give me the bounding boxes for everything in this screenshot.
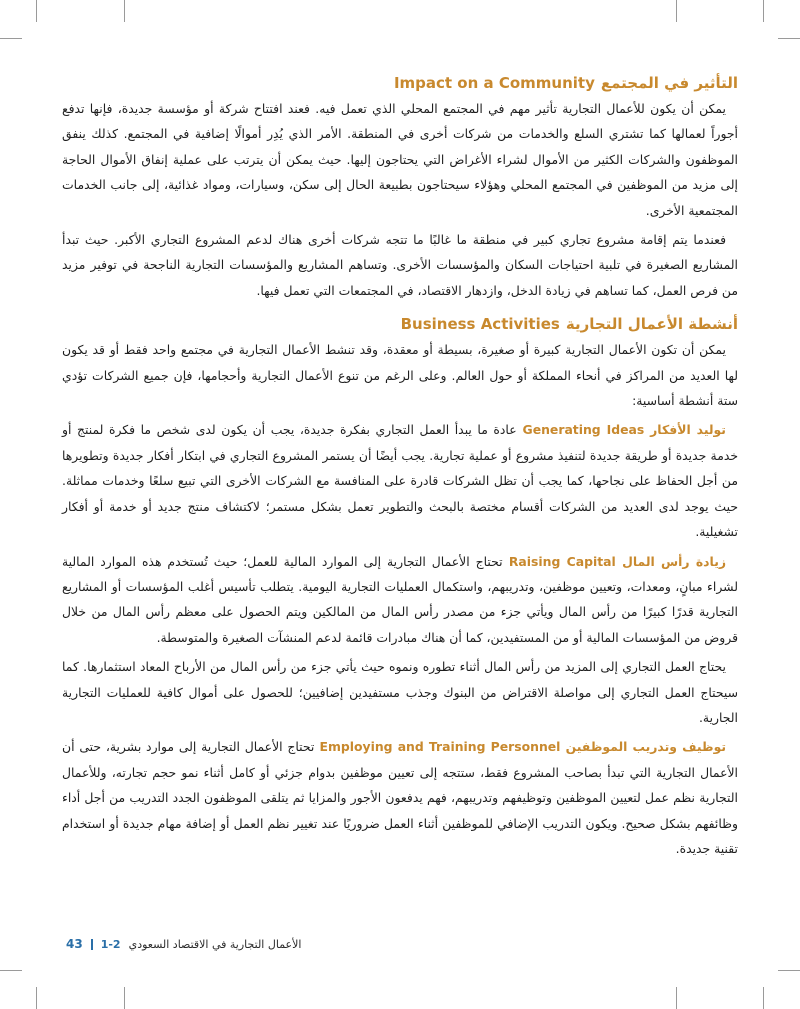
heading-english: Impact on a Community — [393, 74, 595, 92]
page-footer — [66, 937, 301, 951]
paragraph-body: تحتاج الأعمال التجارية إلى الموارد المالية للعمل؛ حيث تُستخدم هذه الموارد المالية لشراء مبانٍ، ومعدات، وتعيين موظفين، وتدريبهم، واستكمال العمليات التجارية اليومية. يتطلب تأسيس أغلب المؤسسات أو المشاريع التجارية قدرًا كبيرًا من رأس المال ويأتي جزء من مصدر رأس المال من المالكين ويتم الحصول على معظم رأس المال من خلال قروض من المؤسسات المالية أو من المستفيدين، كما أن هناك مبادرات قائمة لدعم المنشآت الصغيرة والمتوسطة. — [62, 553, 738, 645]
crop-mark — [763, 987, 764, 1009]
paragraph-raising-capital — [62, 549, 738, 651]
paragraph-body: تحتاج الأعمال التجارية إلى موارد بشرية، حتى أن الأعمال التجارية التي تبدأ بصاحب المشروع فقط، ستتجه إلى تعيين موظفين بدوام جزئي أو كامل أثناء نمو حجم تجارته، وللأعمال التجارية نظم عمل لتعيين الموظفين وتوظيفهم وتدريبهم، فهم يدفعون الأجور والمزايا ثم يتلقى الموظفون الجدد التدريب من أجل أداء وظائفهم بشكل صحيح. ويكون التدريب الإضافي للموظفين أثناء العمل ضروريًا عند تغيير نظم العمل أو إضافة مهام جديدة أو استخدام تقنية جديدة. — [62, 739, 738, 856]
crop-mark — [676, 0, 677, 22]
lead-term-english: Employing and Training Personnel — [319, 739, 561, 755]
lead-term-arabic: زيادة رأس المال — [622, 553, 726, 569]
paragraph: يمكن أن يكون للأعمال التجارية تأثير مهم في المجتمع المحلي الذي تعمل فيه. فعند افتتاح شركة أو مؤسسة جديدة، فإنها تدفع أجوراً لعمالها كما تشتري السلع والخدمات من شركات أخرى في المنطقة. الأمر الذي يُدِر أموالًا إضافية في المجتمع. كذلك ينفق الموظفون والشركات الكثير من الأموال لشراء الأغراض التي يحتاجون إليها. حيث يمكن أن يترتب على عملية إنفاق الأموال الحاجة إلى مزيد من الموظفين في المجتمع المحلي وهؤلاء سيحتاجون بطبيعة الحال إلى سكن، وسيارات، ومواد غذائية، إلى جانب الخدمات المجتمعية الأخرى. — [62, 101, 738, 218]
crop-mark — [0, 38, 22, 39]
chapter-title: الأعمال التجارية في الاقتصاد السعودي — [128, 937, 302, 951]
crop-mark — [0, 970, 22, 971]
heading-arabic: أنشطة الأعمال التجارية — [565, 315, 738, 334]
crop-mark — [676, 987, 677, 1009]
lead-term-english: Generating Ideas — [522, 422, 645, 438]
paragraph-employing — [62, 734, 738, 861]
lead-term — [314, 739, 726, 754]
crop-mark — [778, 970, 800, 971]
paragraph: يحتاج العمل التجاري إلى المزيد من رأس المال أثناء تطوره ونموه حيث يأتي جزء من رأس المال من الأرباح المعاد استثمارها. كما سيحتاج العمل التجاري إلى مواصلة الاقتراض من البنوك وجذب مستفيدين إضافيين؛ للحصول على أموال كافية للعمليات التجارية الجارية. — [62, 659, 738, 725]
lead-term-english: Raising Capital — [508, 553, 616, 569]
page-number: 43 — [66, 937, 83, 951]
crop-mark — [124, 987, 125, 1009]
paragraph-generating-ideas — [62, 417, 738, 544]
paragraph: يمكن أن تكون الأعمال التجارية كبيرة أو صغيرة، بسيطة أو معقدة، وقد تنشط الأعمال التجارية في مجتمع واحد فقط أو قد يكون لها العديد من المراكز في أنحاء المملكة أو حول العالم. وعلى الرغم من تنوع الأعمال التجارية وأحجامها، فإن جميع الشركات تؤدي ستة أنشطة أساسية: — [62, 342, 738, 409]
lead-term-arabic: توظيف وتدريب الموظفين — [565, 739, 727, 755]
crop-mark — [124, 0, 125, 22]
page-content — [62, 66, 738, 865]
footer-divider — [91, 939, 93, 950]
chapter-number: 1-2 — [100, 937, 121, 951]
crop-mark — [36, 987, 37, 1009]
paragraph: فعندما يتم إقامة مشروع تجاري كبير في منطقة ما غالبًا ما تتجه شركات أخرى هناك لدعم المشروع التجاري الأكبر. حيث تبدأ المشاريع الصغيرة في تلبية احتياجات السكان والمؤسسات الأخرى. وتساهم المشاريع والمؤسسات التجارية الناجحة في توفير مزيد من فرص العمل، كما تساهم في زيادة الدخل، وازدهار الاقتصاد، في المجتمعات التي تعمل فيها. — [62, 232, 738, 298]
lead-term — [517, 422, 726, 437]
lead-term-arabic: توليد الأفكار — [650, 422, 726, 438]
crop-mark — [36, 0, 37, 22]
section-heading-impact — [62, 74, 738, 92]
crop-mark — [763, 0, 764, 22]
paragraph-body: عادة ما يبدأ العمل التجاري بفكرة جديدة، يجب أن يكون لدى شخص ما فكرة لمنتج أو خدمة جديدة أو طريقة جديدة لتنفيذ مشروع أو عملية تجارية. يجب أيضًا أن يستمر المشروع التجاري في ابتكار أفكار جديدة وتطويرها من أجل الحفاظ على نجاحها، كما يجب أن تظل الشركات قادرة على المنافسة مع الشركات الأخرى التي تبيع سلعًا وخدمات مماثلة. حيث يوجد لدى العديد من الشركات أقسام مختصة بالبحث والتطوير تعمل بشكل مستمر؛ لاكتشاف منتج جديد أو خدمة أو أفكار تشغيلية. — [62, 422, 738, 540]
section-heading-activities — [62, 315, 738, 333]
heading-arabic: التأثير في المجتمع — [600, 74, 738, 92]
crop-mark — [778, 38, 800, 39]
lead-term — [503, 554, 726, 569]
heading-english: Business Activities — [400, 315, 560, 334]
